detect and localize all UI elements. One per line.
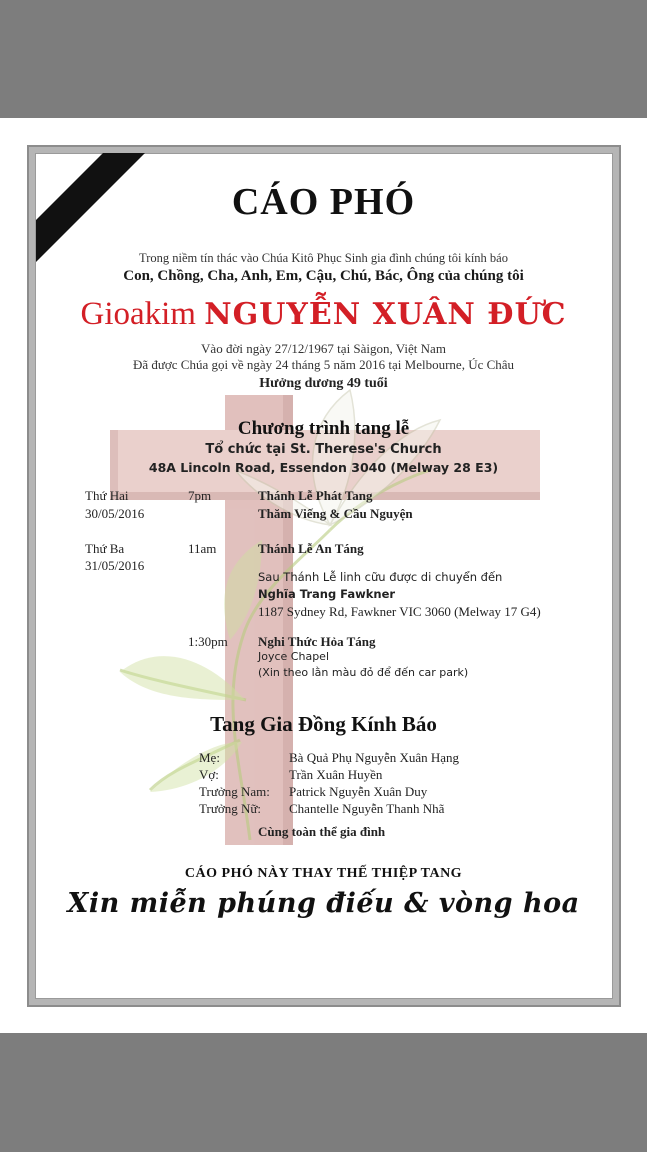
day1-day: Thứ Hai (85, 488, 129, 503)
relations-line: Con, Chồng, Cha, Anh, Em, Cậu, Chú, Bác, Ông của chúng tôi (123, 268, 524, 284)
day2-chapel-note: (Xin theo lằn màu đỏ để đến car park) (258, 666, 469, 679)
family-member-name: Trần Xuân Huyền (289, 767, 383, 782)
family-role: Mẹ: (199, 750, 220, 765)
family-role: Trưởng Nữ: (199, 801, 262, 816)
full-name: NGUYỄN XUÂN ĐỨC (204, 297, 567, 332)
day1-event: Thánh Lễ Phát Tang (258, 488, 373, 503)
day2-note: Sau Thánh Lễ linh cữu được di chuyển đến (258, 570, 503, 584)
notice-line: CÁO PHÓ NÀY THAY THẾ THIỆP TANG (184, 866, 463, 881)
day2-event: Thánh Lễ An Táng (258, 541, 364, 556)
day2-time: 11am (188, 541, 217, 556)
death-line: Đã được Chúa gọi về ngày 24 tháng 5 năm 2016 tại Melbourne, Úc Châu (132, 357, 515, 372)
family-role: Vợ: (199, 767, 219, 782)
day2-day: Thứ Ba (85, 541, 125, 556)
baptismal-name: Gioakim (80, 296, 196, 332)
age-line: Hưởng dương 49 tuổi (259, 376, 388, 391)
program-title: Chương trình tang lễ (237, 418, 410, 439)
family-member-name: Bà Quả Phụ Nguyễn Xuân Hạng (289, 750, 460, 765)
family-member-name: Patrick Nguyễn Xuân Duy (289, 784, 428, 799)
day2-date: 31/05/2016 (85, 558, 145, 573)
family-closing: Cùng toàn thể gia đình (258, 824, 386, 839)
day2-time2: 1:30pm (188, 634, 228, 649)
deceased-name (0, 296, 647, 333)
family-title: Tang Gia Đồng Kính Báo (210, 712, 437, 736)
intro-line: Trong niềm tín thác vào Chúa Kitô Phục Sinh gia đình chúng tôi kính báo (139, 251, 508, 265)
day1-event2: Thăm Viếng & Cầu Nguyện (258, 506, 413, 521)
day1-time: 7pm (188, 488, 212, 503)
family-member-name: Chantelle Nguyễn Thanh Nhã (289, 801, 445, 816)
request-line: Xin miễn phúng điếu & vòng hoa (67, 888, 580, 919)
day2-place-address: 1187 Sydney Rd, Fawkner VIC 3060 (Melway 17 G4) (258, 604, 541, 619)
family-role: Trưởng Nam: (199, 784, 270, 799)
day2-event3: Nghi Thức Hỏa Táng (258, 634, 376, 649)
day1-date: 30/05/2016 (85, 506, 145, 521)
page-title: CÁO PHÓ (231, 181, 416, 223)
day2-chapel: Joyce Chapel (258, 650, 329, 663)
program-venue: Tổ chức tại St. Therese's Church (205, 442, 442, 457)
bottom-bar (0, 1033, 647, 1152)
program-address: 48A Lincoln Road, Essendon 3040 (Melway 28 E3) (148, 460, 499, 475)
birth-line: Vào đời ngày 27/12/1967 tại Sàigon, Việt Nam (201, 341, 446, 356)
day2-place: Nghĩa Trang Fawkner (258, 587, 396, 601)
